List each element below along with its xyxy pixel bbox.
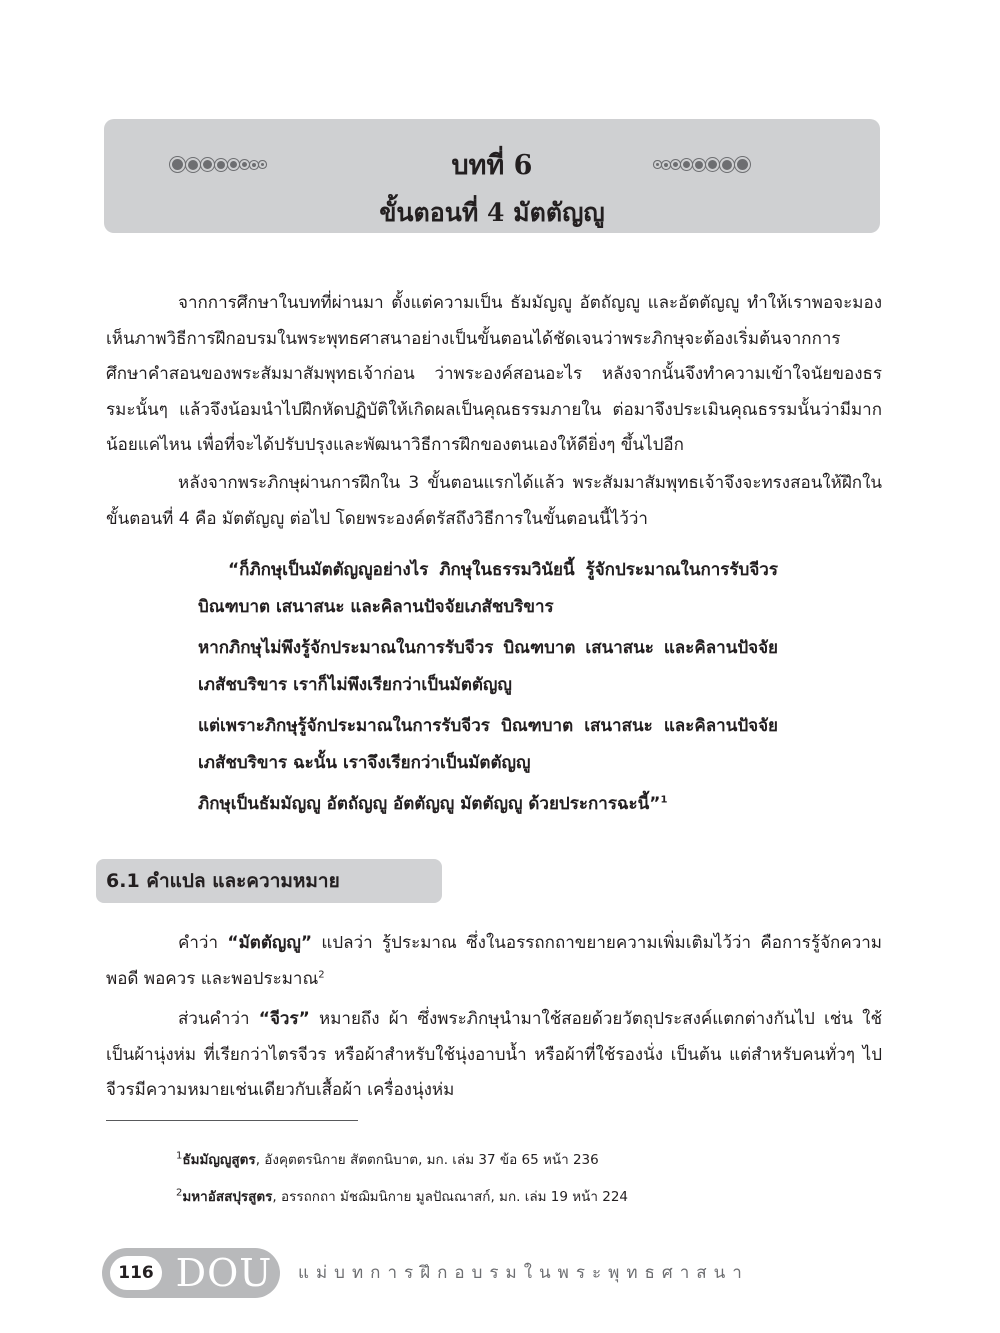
paragraph-prefix: คำว่า bbox=[178, 933, 228, 953]
dot-icon bbox=[708, 160, 717, 169]
footnote-source: มหาอัสสปุรสูตร bbox=[182, 1189, 273, 1205]
quote-paragraph: “ก็ภิกษุเป็นมัตตัญญูอย่างไร ภิกษุในธรรมวินัยนี้ รู้จักประมาณในการรับจีวร บิณฑบาต เสนาสนะ และคิลานปัจจัยเภสัชบริขาร bbox=[198, 560, 778, 617]
quote-paragraph: แต่เพราะภิกษุรู้จักประมาณในการรับจีวร บิณฑบาต เสนาสนะ และคิลานปัจจัยเภสัชบริขาร ฉะนั้น เราจึงเรียกว่าเป็นมัตตัญญู bbox=[198, 716, 778, 773]
section-paragraph bbox=[106, 1002, 882, 1109]
footnote-mark: 1 bbox=[176, 1150, 183, 1162]
quote-paragraph bbox=[198, 786, 778, 823]
footnote-ref[interactable]: 2 bbox=[318, 968, 325, 980]
chapter-header bbox=[104, 119, 880, 233]
dot-icon bbox=[656, 163, 659, 166]
intro-paragraph: หลังจากพระภิกษุผ่านการฝึกใน 3 ขั้นตอนแรกได้แล้ว พระสัมมาสัมพุทธเจ้าจึงจะทรงสอนให้ฝึกในขั้นตอนที่ 4 คือ มัตตัญญู ต่อไป โดยพระองค์ตรัสถึงวิธีการในขั้นตอนนี้ไว้ว่า bbox=[106, 473, 882, 529]
footnote-detail: , อังคุตตรนิกาย สัตตกนิบาต, มก. เล่ม 37 ข้อ 65 หน้า 236 bbox=[255, 1152, 599, 1168]
chapter-number: บทที่ 6 bbox=[451, 150, 533, 181]
decorative-dots-right bbox=[656, 159, 748, 170]
quote-paragraph: หากภิกษุไม่พึงรู้จักประมาณในการรับจีวร บิณฑบาต เสนาสนะ และคิลานปัจจัยเภสัชบริขาร เราก็ไม่พึงเรียกว่าเป็นมัตตัญญู bbox=[198, 638, 778, 695]
paragraph-text: หมายถึง ผ้า ซึ่งพระภิกษุนำมาใช้สอยด้วยวัตถุประสงค์แตกต่างกันไป เช่น ใช้เป็นผ้านุ่งห่ม ที่เรียกว่าไตรจีวร หรือผ้าสำหรับใช้นุ่งอาบน้ำ หรือผ้าที่ใช้รองนั่ง เป็นต้น แต่สำหรับคนทั่วๆ ไป จีวรมีความหมายเช่นเดียวกับเสื้อผ้า เครื่องนุ่งห่ม bbox=[106, 1009, 882, 1100]
book-title: แม่บทการฝึกอบรมในพระพุทธศาสนา bbox=[298, 1263, 749, 1283]
dot-icon bbox=[722, 160, 732, 170]
page-footer bbox=[102, 1248, 882, 1300]
dot-icon bbox=[695, 161, 703, 169]
page-number-pill bbox=[102, 1248, 280, 1298]
dot-icon bbox=[673, 162, 678, 167]
section-paragraph bbox=[106, 926, 882, 997]
footnote-detail: , อรรถกถา มัชฌิมนิกาย มูลปัณณาสก์, มก. เล่ม 19 หน้า 224 bbox=[272, 1189, 629, 1205]
term: “มัตตัญญู” bbox=[227, 933, 313, 953]
dot-icon bbox=[737, 159, 748, 170]
paragraph-prefix: ส่วนคำว่า bbox=[178, 1009, 259, 1029]
brand-logo: DOU bbox=[175, 1251, 273, 1295]
footnote-ref[interactable]: 1 bbox=[660, 794, 668, 806]
section-title: 6.1 คำแปล และความหมาย bbox=[106, 870, 340, 892]
term: “จีวร” bbox=[258, 1009, 310, 1029]
chapter-title: ขั้นตอนที่ 4 มัตตัญญู bbox=[379, 198, 605, 227]
footnote-source: ธัมมัญญูสูตร bbox=[182, 1152, 256, 1168]
intro-paragraph: จากการศึกษาในบทที่ผ่านมา ตั้งแต่ความเป็น ธัมมัญญู อัตถัญญู และอัตตัญญู ทำให้เราพอจะมองเห็นภาพวิธีการฝึกอบรมในพระพุทธศาสนาอย่างเป็นขั้นตอนได้ชัดเจนว่าพระภิกษุจะต้องเริ่มต้นจากการศึกษาคำสอนของพระสัมมาสัมพุทธเจ้าก่อน ว่าพระองค์สอนอะไร หลังจากนั้นจึงทำความเข้าใจนัยของธรรมะนั้นๆ แล้วจึงน้อมนำไปฝึกหัดปฏิบัติให้เกิดผลเป็นคุณธรรมภายใน ต่อมาจึงประเมินคุณธรรมนั้นว่ามีมากน้อยแค่ไหน เพื่อที่จะได้ปรับปรุงและพัฒนาวิธีการฝึกของตนเองให้ดียิ่งๆ ขึ้นไปอีก bbox=[106, 293, 882, 455]
section-heading bbox=[96, 859, 442, 903]
quote-text: ภิกษุเป็นธัมมัญญู อัตถัญญู อัตตัญญู มัตตัญญู ด้วยประการฉะนี้” bbox=[198, 794, 661, 814]
footnote bbox=[176, 1187, 876, 1207]
paragraph-text: แปลว่า รู้ประมาณ ซึ่งในอรรถกถาขยายความเพิ่มเติมไว้ว่า คือการรู้จักความพอดี พอควร และพอประมาณ bbox=[106, 933, 882, 989]
footnote bbox=[176, 1150, 876, 1170]
footnote-divider bbox=[106, 1120, 358, 1121]
dot-icon bbox=[664, 163, 668, 167]
dot-icon bbox=[683, 161, 690, 168]
page-number: 116 bbox=[110, 1256, 162, 1290]
footnote-mark: 2 bbox=[176, 1187, 183, 1199]
